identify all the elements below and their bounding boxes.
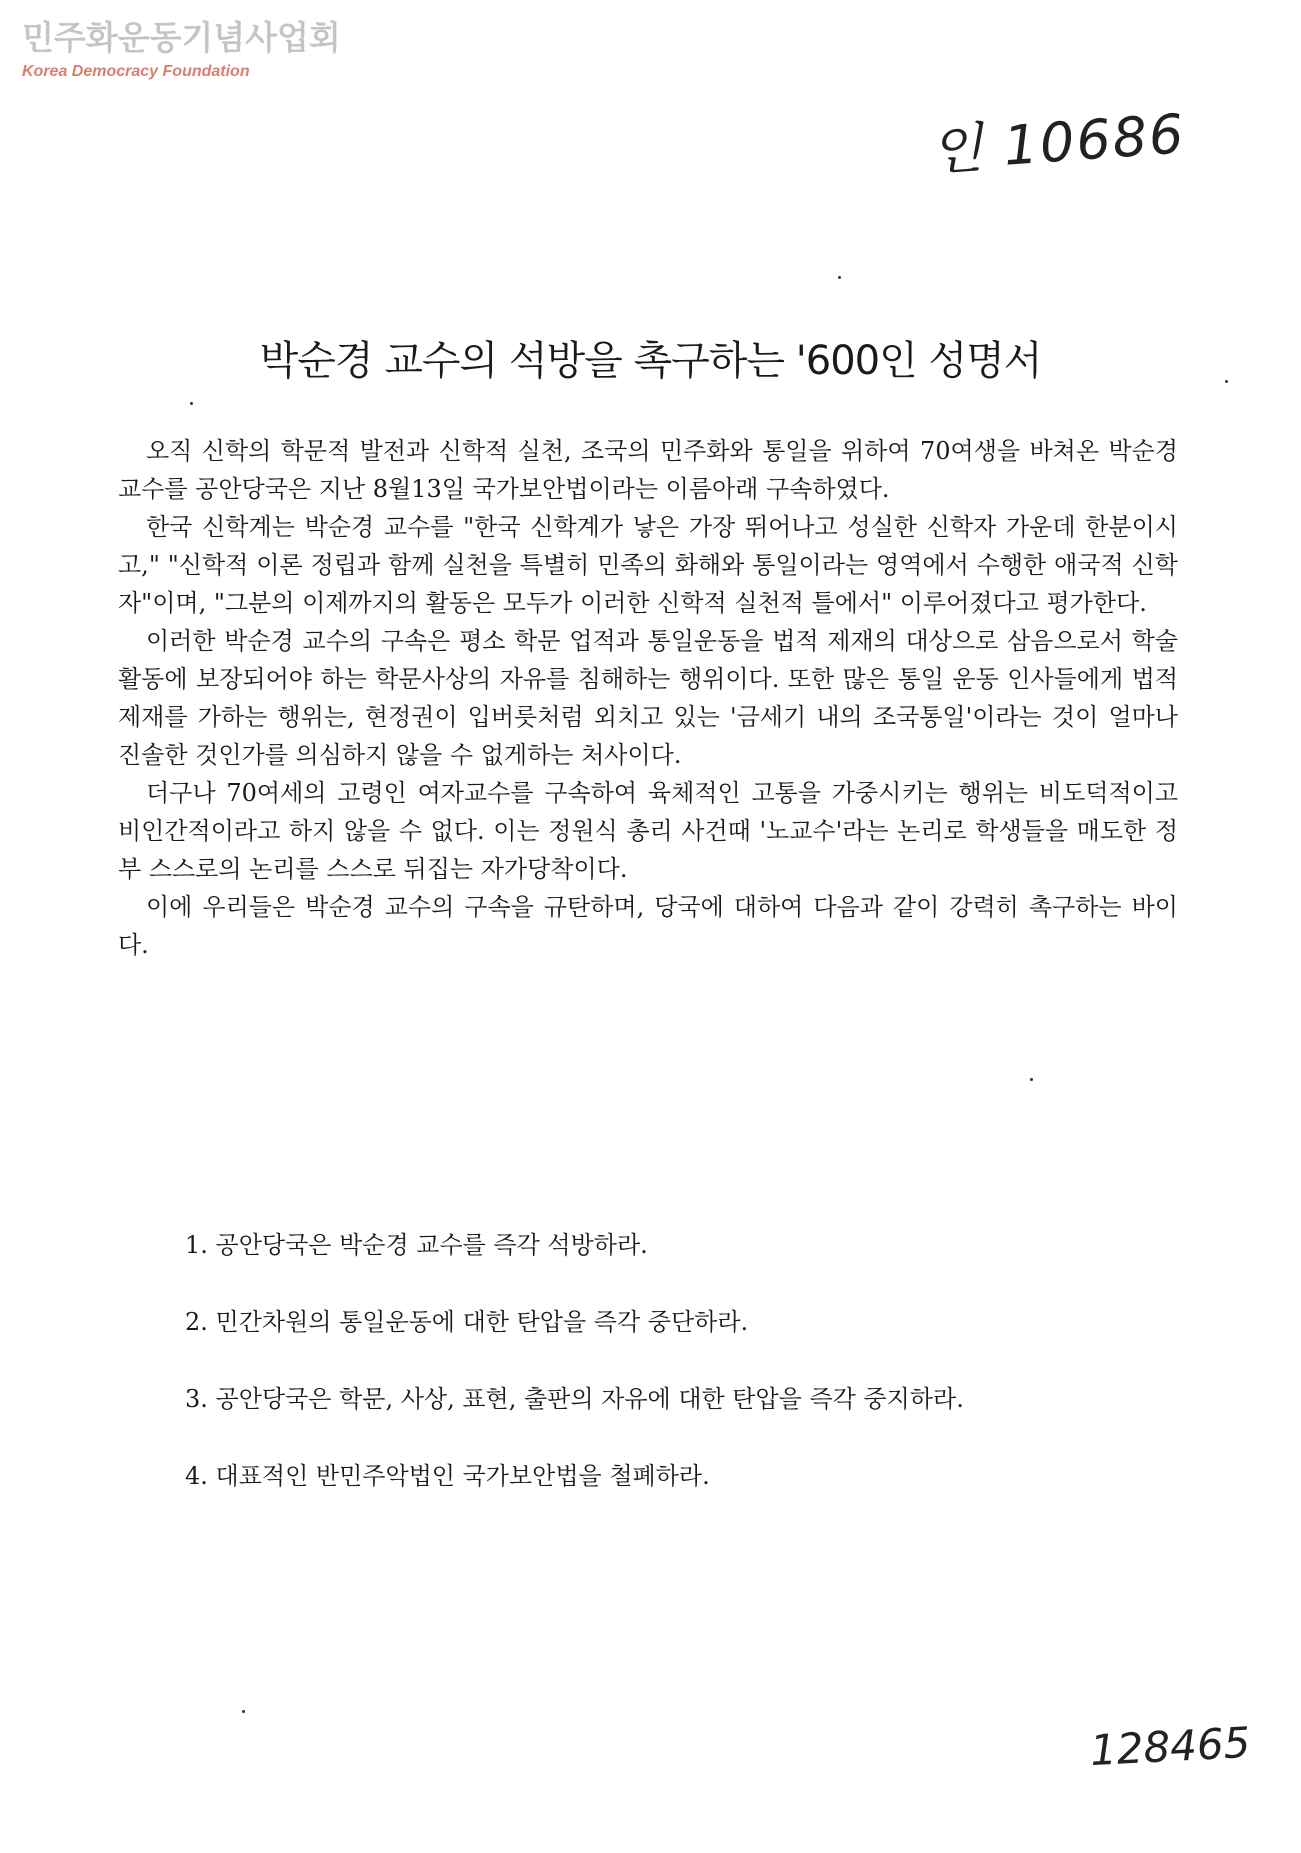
paragraph: 이에 우리들은 박순경 교수의 구속을 규탄하며, 당국에 대하여 다음과 같이 강력히 촉구하는 바이다. — [118, 893, 1178, 959]
paragraph: 한국 신학계는 박순경 교수를 "한국 신학계가 낳은 가장 뛰어나고 성실한 신학자 가운데 한분이시고," "신학적 이론 정립과 함께 실천을 특별히 민족의 화해와 통일이라는 영역에서 수행한 애국적 신학자"이며, "그분의 이제까지의 활동은 모두가 이러한 신학적 실천적 틀에서" 이루어졌다고 평가한다. — [118, 513, 1178, 617]
document-title: 박순경 교수의 석방을 촉구하는 '600인 성명서 — [259, 337, 1042, 384]
foundation-watermark — [22, 18, 341, 82]
watermark-english-name: Korea Democracy Foundation — [22, 63, 250, 80]
handwritten-document-number: 인 10686 — [928, 102, 1188, 183]
paragraph: 더구나 70여세의 고령인 여자교수를 구속하여 육체적인 고통을 가중시키는 행위는 비도덕적이고 비인간적이라고 하지 않을 수 없다. 이는 정원식 총리 사건때 '노교수'라는 논리로 학생들을 매도한 정부 스스로의 논리를 스스로 뒤집는 자가당착이다. — [118, 779, 1178, 883]
watermark-korean-name: 민주화운동기념사업회 — [22, 18, 341, 57]
demand-item: 3. 공안당국은 학문, 사상, 표현, 출판의 자유에 대한 탄압을 즉각 중지하라. — [185, 1385, 964, 1413]
paragraph: 오직 신학의 학문적 발전과 신학적 실천, 조국의 민주화와 통일을 위하여 70여생을 바쳐온 박순경 교수를 공안당국은 지난 8월13일 국가보안법이라는 이름아래 구속하였다. — [118, 437, 1178, 503]
demand-item: 4. 대표적인 반민주악법인 국가보안법을 철폐하라. — [185, 1462, 710, 1490]
demand-item: 1. 공안당국은 박순경 교수를 즉각 석방하라. — [185, 1231, 648, 1259]
demands-list — [185, 1225, 1185, 1533]
handwritten-archive-number: 128465 — [1088, 1717, 1252, 1776]
statement-body — [118, 432, 1178, 964]
demand-item: 2. 민간차원의 통일운동에 대한 탄압을 즉각 중단하라. — [185, 1308, 749, 1336]
paragraph: 이러한 박순경 교수의 구속은 평소 학문 업적과 통일운동을 법적 제재의 대상으로 삼음으로서 학술활동에 보장되어야 하는 학문사상의 자유를 침해하는 행위이다. 또한 많은 통일 운동 인사들에게 법적 제재를 가하는 행위는, 현정권이 입버릇처럼 외치고 있는 '금세기 내의 조국통일'이라는 것이 얼마나 진솔한 것인가를 의심하지 않을 수 없게하는 처사이다. — [118, 627, 1178, 769]
